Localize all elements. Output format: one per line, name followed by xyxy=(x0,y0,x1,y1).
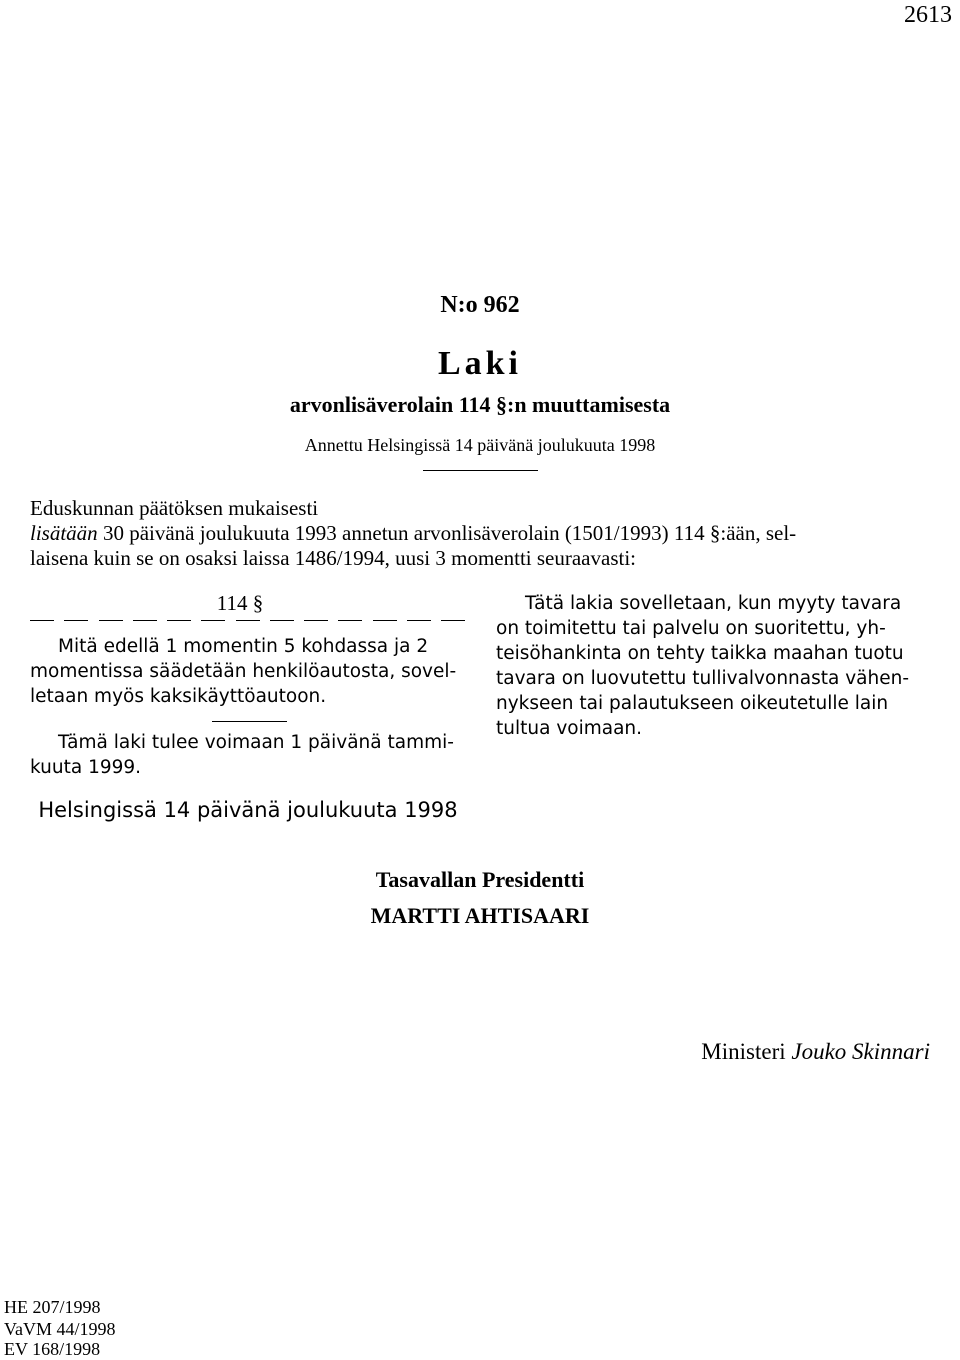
right-column-line: Tätä lakia sovelletaan, kun myyty tavara xyxy=(525,593,902,614)
president-name: MARTTI AHTISAARI xyxy=(370,903,590,928)
given-date-line: Annettu Helsingissä 14 päivänä joulukuuta 1998 xyxy=(304,435,656,455)
intro-line-2 xyxy=(30,521,796,546)
intro-line-1: Eduskunnan päätöksen mukaisesti xyxy=(30,496,319,520)
title-divider xyxy=(423,470,538,471)
section-heading: 114 § xyxy=(216,591,264,615)
right-column-line: tavara on luovutettu tullivalvonnasta vähen- xyxy=(496,668,910,689)
entry-divider xyxy=(212,721,287,722)
left-column-line: Mitä edellä 1 momentin 5 kohdassa ja 2 xyxy=(58,636,429,657)
intro-line-2-text: 30 päivänä joulukuuta 1993 annetun arvonlisäverolain (1501/1993) 114 §:ään, sel- xyxy=(97,521,797,545)
president-title: Tasavallan Presidentti xyxy=(375,867,585,892)
law-title: Laki xyxy=(437,345,523,382)
place-date-line: Helsingissä 14 päivänä joulukuuta 1998 xyxy=(38,798,458,822)
minister-title: Ministeri xyxy=(701,1039,786,1064)
reference-line: HE 207/1998 xyxy=(4,1297,101,1317)
law-subtitle: arvonlisäverolain 114 §:n muuttamisesta xyxy=(289,392,671,417)
right-column-line: nykseen tai palautukseen oikeutetulle lain xyxy=(496,693,889,714)
entry-into-force-line: kuuta 1999. xyxy=(30,757,142,778)
minister-name: Jouko Skinnari xyxy=(791,1039,930,1064)
intro-line-3: laisena kuin se on osaksi laissa 1486/1994, uusi 3 momentti seuraavasti: xyxy=(30,546,636,570)
entry-into-force-line: Tämä laki tulee voimaan 1 päivänä tammi- xyxy=(58,732,454,753)
omission-dashes xyxy=(30,620,465,622)
right-column-line: tultua voimaan. xyxy=(496,718,643,739)
left-column-line: momentissa säädetään henkilöautosta, sovel- xyxy=(30,661,457,682)
intro-emphasis: lisätään xyxy=(30,521,98,545)
statute-number: N:o 962 xyxy=(440,292,520,318)
right-column-line: teisöhankinta on tehty taikka maahan tuotu xyxy=(496,643,904,664)
reference-line: EV 168/1998 xyxy=(4,1339,101,1359)
minister-signature xyxy=(701,1039,930,1065)
reference-line: VaVM 44/1998 xyxy=(4,1319,116,1339)
page-number: 2613 xyxy=(904,2,952,28)
right-column-line: on toimitettu tai palvelu on suoritettu, yh- xyxy=(496,618,886,639)
left-column-line: letaan myös kaksikäyttöautoon. xyxy=(30,686,327,707)
